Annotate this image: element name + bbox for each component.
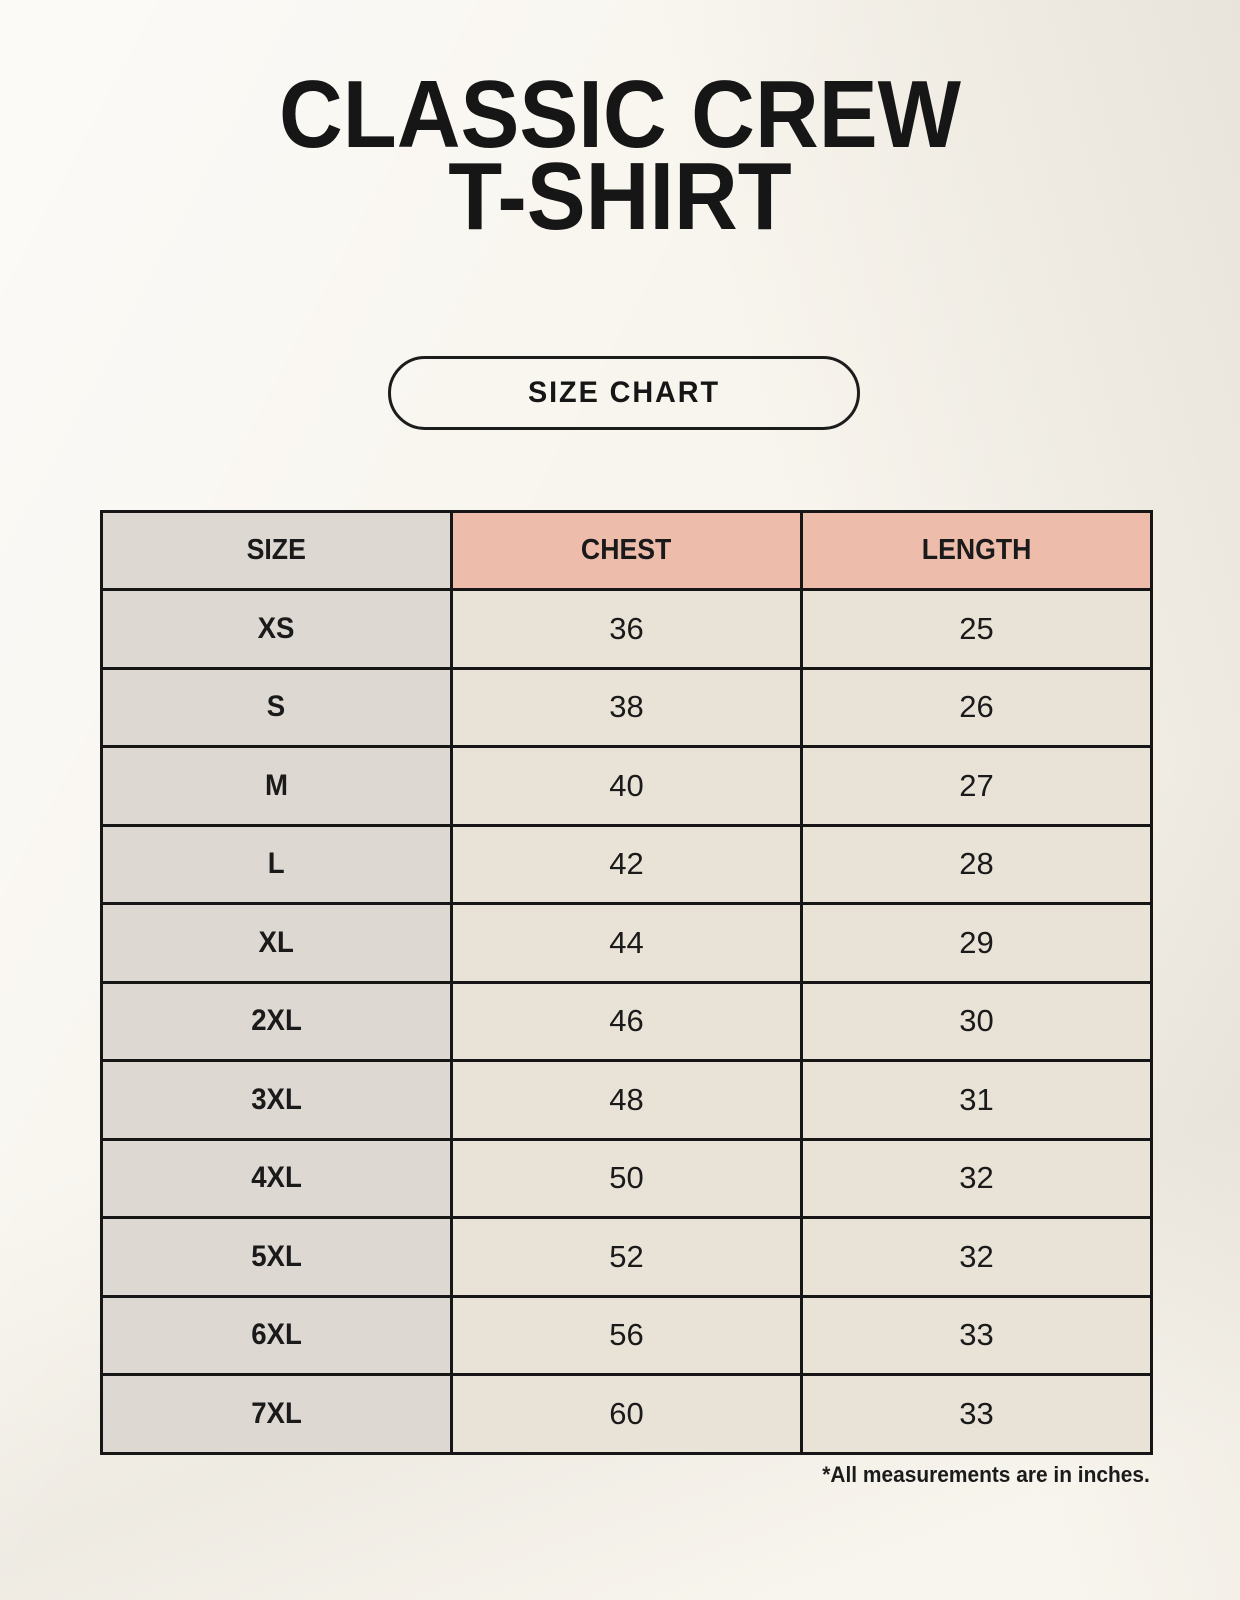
page-title-line-1: CLASSIC CREW [278, 61, 962, 168]
size-cell: S [102, 668, 452, 747]
chest-cell: 40 [452, 747, 802, 826]
column-header-chest: CHEST [452, 512, 802, 590]
length-cell: 31 [802, 1061, 1152, 1140]
page-title [50, 61, 1191, 250]
size-cell: 7XL [102, 1375, 452, 1454]
table-row [102, 904, 1152, 983]
chest-cell: 38 [452, 668, 802, 747]
table-row [102, 1375, 1152, 1454]
size-table [100, 510, 1153, 1455]
column-header-length: LENGTH [802, 512, 1152, 590]
chest-cell: 36 [452, 590, 802, 669]
table-row [102, 747, 1152, 826]
length-cell: 32 [802, 1218, 1152, 1297]
size-cell: L [102, 825, 452, 904]
length-cell: 25 [802, 590, 1152, 669]
size-table-body [102, 590, 1152, 1454]
size-cell: M [102, 747, 452, 826]
length-cell: 28 [802, 825, 1152, 904]
size-chart-button-label: SIZE CHART [528, 376, 720, 409]
column-header-size: SIZE [102, 512, 452, 590]
chest-cell: 50 [452, 1139, 802, 1218]
size-cell: 6XL [102, 1296, 452, 1375]
chest-cell: 48 [452, 1061, 802, 1140]
length-cell: 26 [802, 668, 1152, 747]
chest-cell: 56 [452, 1296, 802, 1375]
chest-cell: 44 [452, 904, 802, 983]
chest-cell: 42 [452, 825, 802, 904]
chest-cell: 46 [452, 982, 802, 1061]
size-cell: 5XL [102, 1218, 452, 1297]
chest-cell: 52 [452, 1218, 802, 1297]
table-row [102, 1061, 1152, 1140]
length-cell: 27 [802, 747, 1152, 826]
header-row [102, 512, 1152, 590]
table-row [102, 982, 1152, 1061]
size-cell: XS [102, 590, 452, 669]
table-row [102, 668, 1152, 747]
table-row [102, 825, 1152, 904]
size-cell: XL [102, 904, 452, 983]
size-table-header [102, 512, 1152, 590]
size-cell: 4XL [102, 1139, 452, 1218]
table-row [102, 1218, 1152, 1297]
length-cell: 30 [802, 982, 1152, 1061]
table-row [102, 1139, 1152, 1218]
table-row [102, 1296, 1152, 1375]
table-row [102, 590, 1152, 669]
size-cell: 3XL [102, 1061, 452, 1140]
length-cell: 32 [802, 1139, 1152, 1218]
length-cell: 33 [802, 1296, 1152, 1375]
page-title-line-2: T-SHIRT [448, 143, 792, 250]
length-cell: 29 [802, 904, 1152, 983]
length-cell: 33 [802, 1375, 1152, 1454]
size-chart-button[interactable] [388, 356, 860, 430]
measurements-footnote: *All measurements are in inches. [822, 1462, 1150, 1487]
chest-cell: 60 [452, 1375, 802, 1454]
size-cell: 2XL [102, 982, 452, 1061]
